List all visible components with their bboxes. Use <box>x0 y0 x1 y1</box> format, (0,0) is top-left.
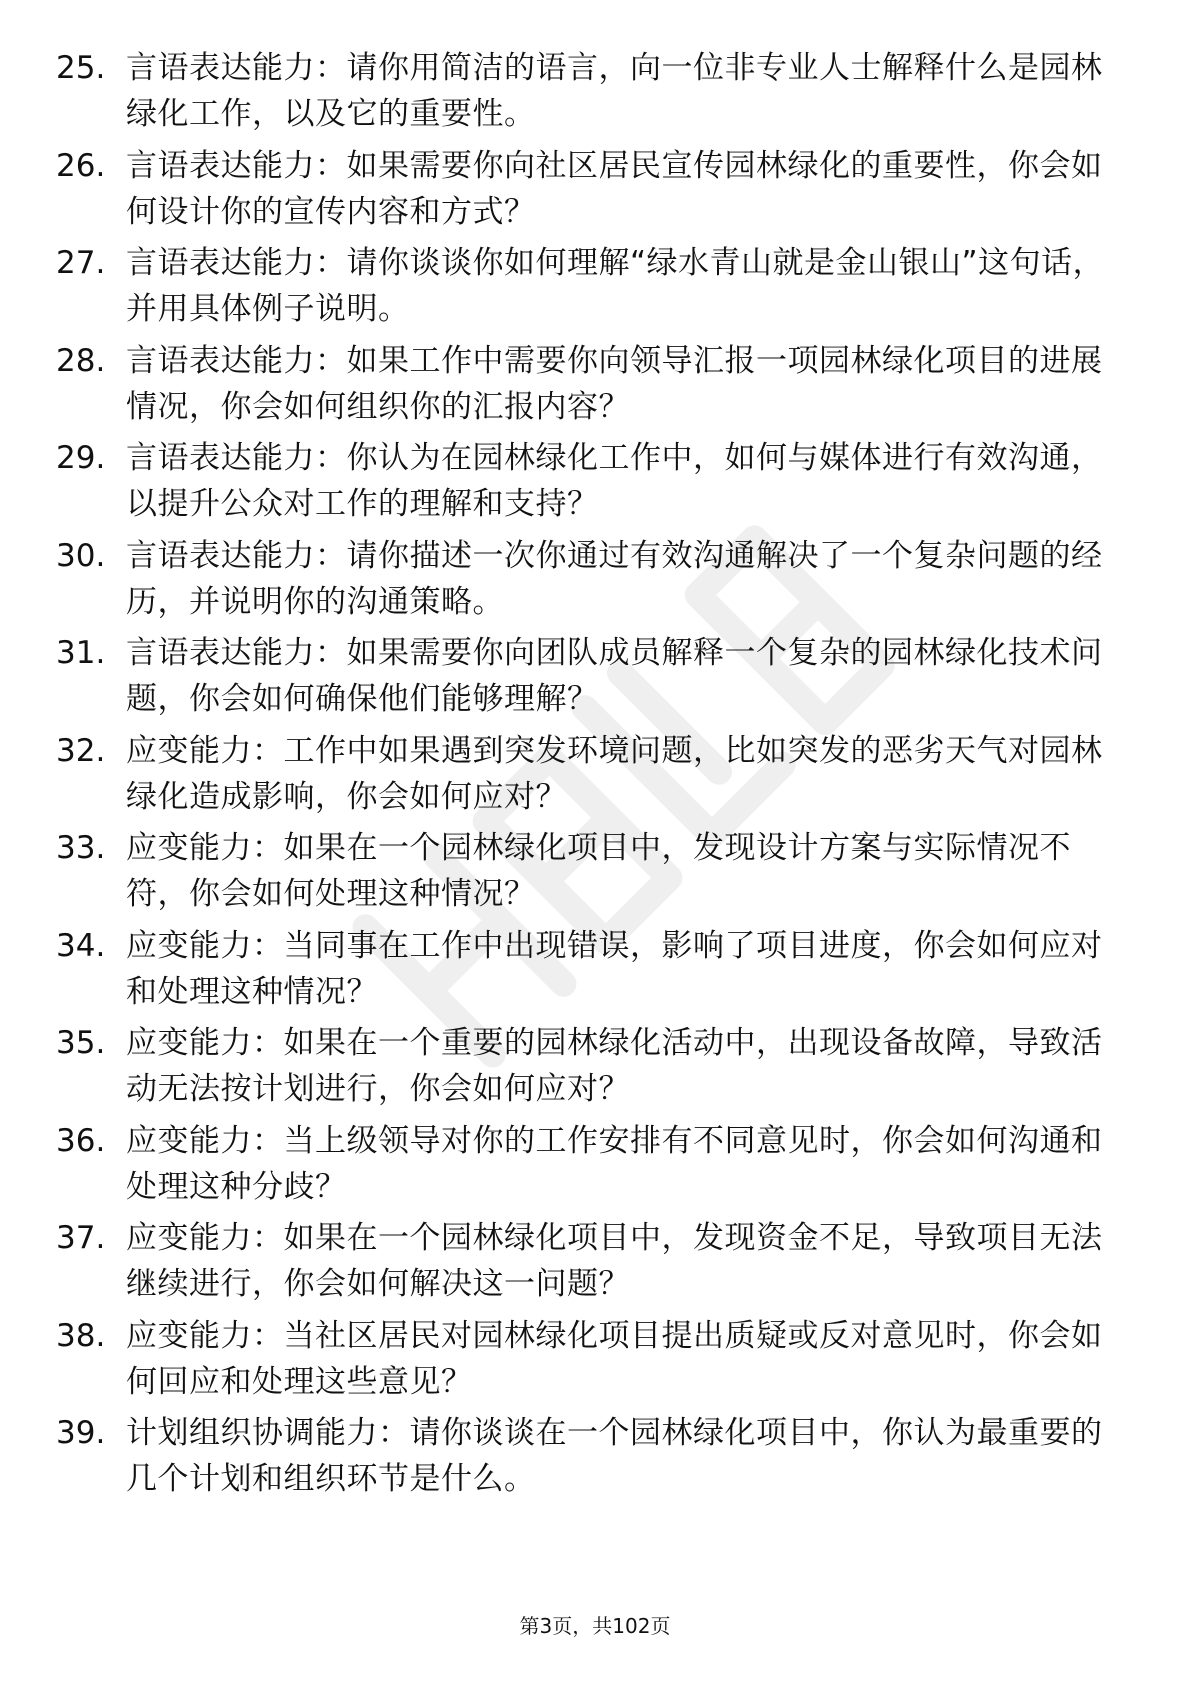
question-text: 言语表达能力：请你用简洁的语言，向一位非专业人士解释什么是园林绿化工作，以及它的重要性。 <box>126 50 1103 132</box>
question-number: 37. <box>56 1220 106 1256</box>
question-text: 计划组织协调能力：请你谈谈在一个园林绿化项目中，你认为最重要的几个计划和组织环节是什么。 <box>126 1415 1103 1497</box>
question-number: 25. <box>56 50 106 86</box>
question-text: 言语表达能力：请你描述一次你通过有效沟通解决了一个复杂问题的经历，并说明你的沟通策略。 <box>126 537 1103 620</box>
question-item <box>56 1215 1106 1313</box>
question-text: 应变能力：如果在一个园林绿化项目中，发现资金不足，导致项目无法继续进行，你会如何解决这一问题？ <box>126 1220 1103 1302</box>
question-number: 30. <box>56 537 106 574</box>
question-number: 34. <box>56 927 106 964</box>
question-item <box>56 435 1106 533</box>
question-number: 27. <box>56 245 106 281</box>
question-number: 38. <box>56 1317 106 1354</box>
question-text: 言语表达能力：如果工作中需要你向领导汇报一项园林绿化项目的进展情况，你会如何组织你的汇报内容？ <box>126 342 1103 425</box>
question-item <box>56 630 1106 728</box>
question-text: 应变能力：当同事在工作中出现错误，影响了项目进度，你会如何应对和处理这种情况？ <box>126 927 1103 1010</box>
question-number: 35. <box>56 1025 106 1061</box>
question-item <box>56 1313 1106 1411</box>
page-number-footer: 第3页，共102页 <box>519 1614 671 1638</box>
question-item <box>56 45 1106 143</box>
question-number: 36. <box>56 1122 106 1159</box>
question-item <box>56 240 1106 338</box>
question-number: 32. <box>56 732 106 769</box>
question-item <box>56 728 1106 826</box>
question-text: 言语表达能力：如果需要你向团队成员解释一个复杂的园林绿化技术问题，你会如何确保他们能够理解？ <box>126 635 1103 717</box>
question-number: 31. <box>56 635 106 671</box>
question-item <box>56 143 1106 241</box>
question-item <box>56 533 1106 631</box>
question-item <box>56 923 1106 1021</box>
question-number: 29. <box>56 440 106 476</box>
question-text: 应变能力：如果在一个重要的园林绿化活动中，出现设备故障，导致活动无法按计划进行，你会如何应对？ <box>126 1025 1103 1107</box>
question-number: 28. <box>56 342 106 379</box>
question-list <box>56 45 1106 1508</box>
question-number: 26. <box>56 147 106 184</box>
question-text: 言语表达能力：如果需要你向社区居民宣传园林绿化的重要性，你会如何设计你的宣传内容和方式？ <box>126 147 1103 230</box>
question-item <box>56 825 1106 923</box>
question-text: 言语表达能力：你认为在园林绿化工作中，如何与媒体进行有效沟通，以提升公众对工作的理解和支持？ <box>126 440 1103 522</box>
question-item <box>56 1020 1106 1118</box>
question-text: 应变能力：如果在一个园林绿化项目中，发现设计方案与实际情况不符，你会如何处理这种情况？ <box>126 830 1071 912</box>
question-text: 应变能力：当上级领导对你的工作安排有不同意见时，你会如何沟通和处理这种分歧？ <box>126 1122 1103 1205</box>
question-text: 应变能力：工作中如果遇到突发环境问题，比如突发的恶劣天气对园林绿化造成影响，你会如何应对？ <box>126 732 1103 815</box>
question-number: 39. <box>56 1415 106 1451</box>
question-item <box>56 338 1106 436</box>
question-text: 言语表达能力：请你谈谈你如何理解“绿水青山就是金山银山”这句话，并用具体例子说明。 <box>126 245 1105 327</box>
question-item <box>56 1410 1106 1508</box>
question-item <box>56 1118 1106 1216</box>
question-text: 应变能力：当社区居民对园林绿化项目提出质疑或反对意见时，你会如何回应和处理这些意见？ <box>126 1317 1103 1400</box>
question-number: 33. <box>56 830 106 866</box>
